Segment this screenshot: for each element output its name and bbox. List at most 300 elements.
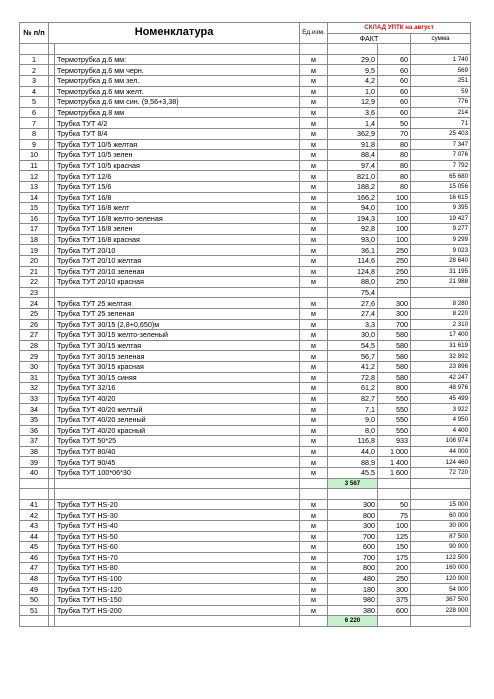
- empty-cell: [20, 489, 49, 500]
- header-col-name: Номенклатура: [49, 23, 300, 44]
- row-number: 17: [20, 224, 49, 235]
- table-row: [20, 234, 471, 245]
- item-price: 300: [378, 298, 411, 309]
- item-sum: 122 500: [411, 552, 471, 563]
- item-fact: 30,0: [328, 330, 378, 341]
- row-number: 29: [20, 351, 49, 362]
- item-price: 125: [378, 531, 411, 542]
- empty-cell: [328, 489, 378, 500]
- item-name: Трубка ТУТ 20/10 желтая: [55, 256, 300, 267]
- item-price: 375: [378, 595, 411, 606]
- item-name: Трубка ТУТ 100*06*30: [55, 467, 300, 478]
- item-fact: 480: [328, 573, 378, 584]
- table-row: [20, 542, 471, 553]
- item-price: 800: [378, 383, 411, 394]
- item-unit: м: [300, 340, 328, 351]
- table-row: [20, 563, 471, 574]
- row-number: 44: [20, 531, 49, 542]
- item-unit: м: [300, 54, 328, 65]
- row-number: 51: [20, 605, 49, 616]
- item-fact: 3,6: [328, 107, 378, 118]
- empty-cell: [378, 478, 411, 489]
- item-name: Трубка ТУТ 10/5 красная: [55, 160, 300, 171]
- item-price: 933: [378, 436, 411, 447]
- empty-cell: [300, 489, 328, 500]
- item-price: 100: [378, 192, 411, 203]
- header-col-unit: Ед.изм.: [300, 23, 328, 44]
- item-unit: м: [300, 595, 328, 606]
- item-price: 580: [378, 362, 411, 373]
- table-row: [20, 510, 471, 521]
- item-fact: 114,6: [328, 256, 378, 267]
- item-name: Трубка ТУТ HS-120: [55, 584, 300, 595]
- item-fact: 7,1: [328, 404, 378, 415]
- item-sum: 7 792: [411, 160, 471, 171]
- item-price: 1 000: [378, 446, 411, 457]
- item-sum: 19 427: [411, 213, 471, 224]
- item-sum: 25 403: [411, 128, 471, 139]
- item-name: Термотрубка д.6 мм черн.: [55, 65, 300, 76]
- item-name: Термотрубка д.8 мм: [55, 107, 300, 118]
- item-price: 60: [378, 107, 411, 118]
- item-unit: м: [300, 160, 328, 171]
- item-fact: 93,0: [328, 234, 378, 245]
- item-name: Трубка ТУТ 30/15 красная: [55, 362, 300, 373]
- item-price: 550: [378, 393, 411, 404]
- item-sum: 7 347: [411, 139, 471, 150]
- item-price: 1 400: [378, 457, 411, 468]
- item-unit: м: [300, 319, 328, 330]
- item-name: Трубка ТУТ 80/40: [55, 446, 300, 457]
- item-name: Термотрубка д.6 мм желт.: [55, 86, 300, 97]
- item-sum: 87 500: [411, 531, 471, 542]
- table-row: [20, 351, 471, 362]
- item-unit: м: [300, 520, 328, 531]
- item-name: Трубка ТУТ 12/6: [55, 171, 300, 182]
- row-number: 22: [20, 277, 49, 288]
- item-name: Трубка ТУТ HS-20: [55, 499, 300, 510]
- item-price: 60: [378, 75, 411, 86]
- item-fact: 27,4: [328, 309, 378, 320]
- item-sum: 42 247: [411, 372, 471, 383]
- item-unit: м: [300, 467, 328, 478]
- item-name: Трубка ТУТ HS-200: [55, 605, 300, 616]
- warehouse-title: СКЛАД УПТК на август: [328, 23, 471, 34]
- item-fact: 1,0: [328, 86, 378, 97]
- item-price: 700: [378, 319, 411, 330]
- table-row: [20, 213, 471, 224]
- item-name: Трубка ТУТ 10/5 зелен: [55, 150, 300, 161]
- row-number: 20: [20, 256, 49, 267]
- item-name: Трубка ТУТ HS-70: [55, 552, 300, 563]
- item-sum: 108 974: [411, 436, 471, 447]
- row-number: 23: [20, 287, 49, 298]
- item-sum: 9 023: [411, 245, 471, 256]
- item-fact: 88,0: [328, 277, 378, 288]
- subtotal-row: [20, 478, 471, 489]
- item-fact: 41,2: [328, 362, 378, 373]
- item-fact: 72,8: [328, 372, 378, 383]
- item-unit: м: [300, 65, 328, 76]
- table-row: [20, 97, 471, 108]
- item-sum: 4 400: [411, 425, 471, 436]
- item-unit: м: [300, 372, 328, 383]
- item-fact: 56,7: [328, 351, 378, 362]
- header-row: [20, 23, 471, 34]
- item-fact: 27,6: [328, 298, 378, 309]
- empty-cell: [378, 616, 411, 627]
- table-row: [20, 595, 471, 606]
- item-fact: 980: [328, 595, 378, 606]
- row-number: 42: [20, 510, 49, 521]
- row-number: 14: [20, 192, 49, 203]
- item-price: 100: [378, 224, 411, 235]
- item-fact: 88,4: [328, 150, 378, 161]
- item-fact: 700: [328, 552, 378, 563]
- item-unit: м: [300, 404, 328, 415]
- item-name: Трубка ТУТ HS-80: [55, 563, 300, 574]
- item-sum: 776: [411, 97, 471, 108]
- table-row: [20, 75, 471, 86]
- table-row: [20, 150, 471, 161]
- table-row: [20, 65, 471, 76]
- table-row: [20, 86, 471, 97]
- item-fact: 12,9: [328, 97, 378, 108]
- item-price: 80: [378, 181, 411, 192]
- item-price: 550: [378, 404, 411, 415]
- item-fact: 300: [328, 499, 378, 510]
- item-unit: м: [300, 256, 328, 267]
- item-sum: 15 000: [411, 499, 471, 510]
- row-number: 45: [20, 542, 49, 553]
- item-price: 250: [378, 277, 411, 288]
- item-unit: м: [300, 181, 328, 192]
- item-price: 250: [378, 256, 411, 267]
- table-row: [20, 393, 471, 404]
- row-number: 32: [20, 383, 49, 394]
- header-col-sum: сумма: [411, 33, 471, 44]
- item-fact: 362,9: [328, 128, 378, 139]
- item-price: 150: [378, 542, 411, 553]
- item-sum: 120 000: [411, 573, 471, 584]
- item-sum: 1 740: [411, 54, 471, 65]
- row-number: 13: [20, 181, 49, 192]
- row-number: 25: [20, 309, 49, 320]
- item-fact: 8,0: [328, 425, 378, 436]
- row-number: 5: [20, 97, 49, 108]
- item-fact: 54,5: [328, 340, 378, 351]
- item-price: 580: [378, 351, 411, 362]
- row-number: 39: [20, 457, 49, 468]
- item-sum: 31 619: [411, 340, 471, 351]
- row-number: 10: [20, 150, 49, 161]
- subtotal-group1: 3 567: [328, 478, 378, 489]
- item-unit: м: [300, 436, 328, 447]
- item-price: 580: [378, 330, 411, 341]
- row-number: 27: [20, 330, 49, 341]
- table-row: [20, 224, 471, 235]
- item-name: Трубка ТУТ HS-150: [55, 595, 300, 606]
- item-price: 80: [378, 171, 411, 182]
- row-number: 36: [20, 425, 49, 436]
- item-unit: м: [300, 213, 328, 224]
- item-price: 100: [378, 213, 411, 224]
- table-row: [20, 467, 471, 478]
- table-row: [20, 171, 471, 182]
- item-sum: 17 400: [411, 330, 471, 341]
- item-unit: м: [300, 362, 328, 373]
- item-price: 50: [378, 499, 411, 510]
- row-number: 30: [20, 362, 49, 373]
- item-name: Трубка ТУТ HS-30: [55, 510, 300, 521]
- item-fact: 821,0: [328, 171, 378, 182]
- table-row: [20, 340, 471, 351]
- item-fact: 800: [328, 510, 378, 521]
- item-price: 80: [378, 139, 411, 150]
- item-price: 600: [378, 605, 411, 616]
- item-price: 80: [378, 150, 411, 161]
- item-unit: м: [300, 446, 328, 457]
- item-unit: м: [300, 563, 328, 574]
- item-unit: м: [300, 330, 328, 341]
- item-name: Трубка ТУТ HS-50: [55, 531, 300, 542]
- item-sum: 160 000: [411, 563, 471, 574]
- table-row: [20, 414, 471, 425]
- item-fact: 44,0: [328, 446, 378, 457]
- item-name: Трубка ТУТ 25 зеленая: [55, 309, 300, 320]
- item-sum: 16 615: [411, 192, 471, 203]
- table-row: [20, 256, 471, 267]
- item-unit: м: [300, 171, 328, 182]
- item-fact: 116,8: [328, 436, 378, 447]
- item-sum: 569: [411, 65, 471, 76]
- item-unit: м: [300, 277, 328, 288]
- item-fact: 88,9: [328, 457, 378, 468]
- row-number: 7: [20, 118, 49, 129]
- inventory-table-body: [20, 23, 471, 627]
- item-price: 200: [378, 563, 411, 574]
- item-name: Трубка ТУТ 40/20 желтый: [55, 404, 300, 415]
- item-price: 75: [378, 510, 411, 521]
- empty-cell: [55, 489, 300, 500]
- item-sum: 214: [411, 107, 471, 118]
- item-fact: 92,8: [328, 224, 378, 235]
- item-sum: 124 460: [411, 457, 471, 468]
- item-sum: 45 499: [411, 393, 471, 404]
- item-sum: 65 680: [411, 171, 471, 182]
- item-sum: 9 299: [411, 234, 471, 245]
- item-price: 550: [378, 425, 411, 436]
- table-row: [20, 298, 471, 309]
- item-sum: 28 640: [411, 256, 471, 267]
- item-sum: 48 976: [411, 383, 471, 394]
- item-name: Трубка ТУТ 20/10 красная: [55, 277, 300, 288]
- item-name: Трубка ТУТ 16/8 зелен: [55, 224, 300, 235]
- row-number: 12: [20, 171, 49, 182]
- item-price: 50: [378, 118, 411, 129]
- table-row: [20, 520, 471, 531]
- item-unit: м: [300, 393, 328, 404]
- item-unit: м: [300, 107, 328, 118]
- item-sum: 72 720: [411, 467, 471, 478]
- item-unit: м: [300, 224, 328, 235]
- item-unit: м: [300, 266, 328, 277]
- item-name: Трубка ТУТ 16/8 желт: [55, 203, 300, 214]
- item-fact: 188,2: [328, 181, 378, 192]
- item-unit: м: [300, 573, 328, 584]
- row-number: 15: [20, 203, 49, 214]
- table-row: [20, 128, 471, 139]
- item-price: 100: [378, 203, 411, 214]
- item-fact: 9,5: [328, 65, 378, 76]
- table-row: [20, 266, 471, 277]
- item-name: Трубка ТУТ 30/15 синяя: [55, 372, 300, 383]
- item-name: Трубка ТУТ HS-40: [55, 520, 300, 531]
- item-name: Трубка ТУТ HS-100: [55, 573, 300, 584]
- item-sum: 60 000: [411, 510, 471, 521]
- item-sum: 9 395: [411, 203, 471, 214]
- item-name: Трубка ТУТ 4/2: [55, 118, 300, 129]
- row-number: 18: [20, 234, 49, 245]
- item-fact: 45,5: [328, 467, 378, 478]
- row-number: 24: [20, 298, 49, 309]
- item-fact: 700: [328, 531, 378, 542]
- item-unit: м: [300, 150, 328, 161]
- table-row: [20, 499, 471, 510]
- item-unit: м: [300, 605, 328, 616]
- table-row: [20, 330, 471, 341]
- item-sum: 54 000: [411, 584, 471, 595]
- item-price: 80: [378, 160, 411, 171]
- spacer-row: [20, 489, 471, 500]
- item-unit: м: [300, 298, 328, 309]
- item-unit: м: [300, 499, 328, 510]
- item-fact: 36,1: [328, 245, 378, 256]
- item-fact: 97,4: [328, 160, 378, 171]
- item-fact: 166,2: [328, 192, 378, 203]
- empty-cell: [55, 616, 300, 627]
- table-row: [20, 277, 471, 288]
- item-name: Трубка ТУТ 90/45: [55, 457, 300, 468]
- row-number: 37: [20, 436, 49, 447]
- item-unit: м: [300, 510, 328, 521]
- item-sum: 9 277: [411, 224, 471, 235]
- item-unit: м: [300, 203, 328, 214]
- item-unit: м: [300, 425, 328, 436]
- table-row: [20, 436, 471, 447]
- item-name: Трубка ТУТ 20/10: [55, 245, 300, 256]
- item-price: 580: [378, 340, 411, 351]
- table-row: [20, 457, 471, 468]
- table-row: [20, 107, 471, 118]
- item-fact: 91,8: [328, 139, 378, 150]
- row-number: 9: [20, 139, 49, 150]
- row-number: 26: [20, 319, 49, 330]
- item-price: 175: [378, 552, 411, 563]
- row-number: 28: [20, 340, 49, 351]
- row-number: 2: [20, 65, 49, 76]
- item-sum: 3 922: [411, 404, 471, 415]
- item-sum: 23 896: [411, 362, 471, 373]
- row-number: 48: [20, 573, 49, 584]
- item-sum: 228 000: [411, 605, 471, 616]
- item-price: 300: [378, 309, 411, 320]
- row-number: 43: [20, 520, 49, 531]
- item-name: Трубка ТУТ 10/5 желтая: [55, 139, 300, 150]
- item-fact: 380: [328, 605, 378, 616]
- spacer-row: [20, 44, 471, 55]
- row-number: 33: [20, 393, 49, 404]
- item-fact: 4,2: [328, 75, 378, 86]
- item-sum: 44 000: [411, 446, 471, 457]
- table-row: [20, 584, 471, 595]
- table-row: [20, 118, 471, 129]
- table-row: [20, 425, 471, 436]
- item-unit: м: [300, 457, 328, 468]
- header-col-fact: ФАКТ: [328, 33, 411, 44]
- item-unit: м: [300, 139, 328, 150]
- item-name: Трубка ТУТ 30/15 желтая: [55, 340, 300, 351]
- row-number: 19: [20, 245, 49, 256]
- item-price: [378, 287, 411, 298]
- item-unit: м: [300, 531, 328, 542]
- empty-cell: [20, 616, 49, 627]
- item-price: 250: [378, 266, 411, 277]
- empty-cell: [378, 489, 411, 500]
- item-unit: м: [300, 309, 328, 320]
- item-price: 60: [378, 86, 411, 97]
- row-number: 41: [20, 499, 49, 510]
- empty-cell: [411, 489, 471, 500]
- empty-cell: [411, 478, 471, 489]
- item-sum: 8 220: [411, 309, 471, 320]
- item-name: Термотрубка д.6 мм:: [55, 54, 300, 65]
- row-number: 16: [20, 213, 49, 224]
- item-unit: м: [300, 584, 328, 595]
- row-number: 34: [20, 404, 49, 415]
- row-number: 11: [20, 160, 49, 171]
- item-fact: 600: [328, 542, 378, 553]
- item-unit: м: [300, 414, 328, 425]
- item-fact: 29,0: [328, 54, 378, 65]
- item-fact: 194,3: [328, 213, 378, 224]
- item-unit: м: [300, 118, 328, 129]
- empty-cell: [300, 478, 328, 489]
- item-price: 250: [378, 573, 411, 584]
- item-unit: м: [300, 128, 328, 139]
- item-name: Трубка ТУТ 16/8 желто-зеленая: [55, 213, 300, 224]
- table-row: [20, 160, 471, 171]
- empty-cell: [300, 616, 328, 627]
- table-row: [20, 139, 471, 150]
- item-name: Трубка ТУТ 50*25: [55, 436, 300, 447]
- item-fact: 1,4: [328, 118, 378, 129]
- table-row: [20, 181, 471, 192]
- table-row: [20, 192, 471, 203]
- empty-cell: [55, 478, 300, 489]
- item-unit: м: [300, 192, 328, 203]
- item-name: Трубка ТУТ HS-60: [55, 542, 300, 553]
- item-sum: 251: [411, 75, 471, 86]
- row-number: 4: [20, 86, 49, 97]
- row-number: 40: [20, 467, 49, 478]
- row-number: 31: [20, 372, 49, 383]
- item-unit: м: [300, 97, 328, 108]
- subtotal-group2: 6 220: [328, 616, 378, 627]
- item-name: Трубка ТУТ 40/20 красный: [55, 425, 300, 436]
- item-fact: 82,7: [328, 393, 378, 404]
- item-fact: 124,8: [328, 266, 378, 277]
